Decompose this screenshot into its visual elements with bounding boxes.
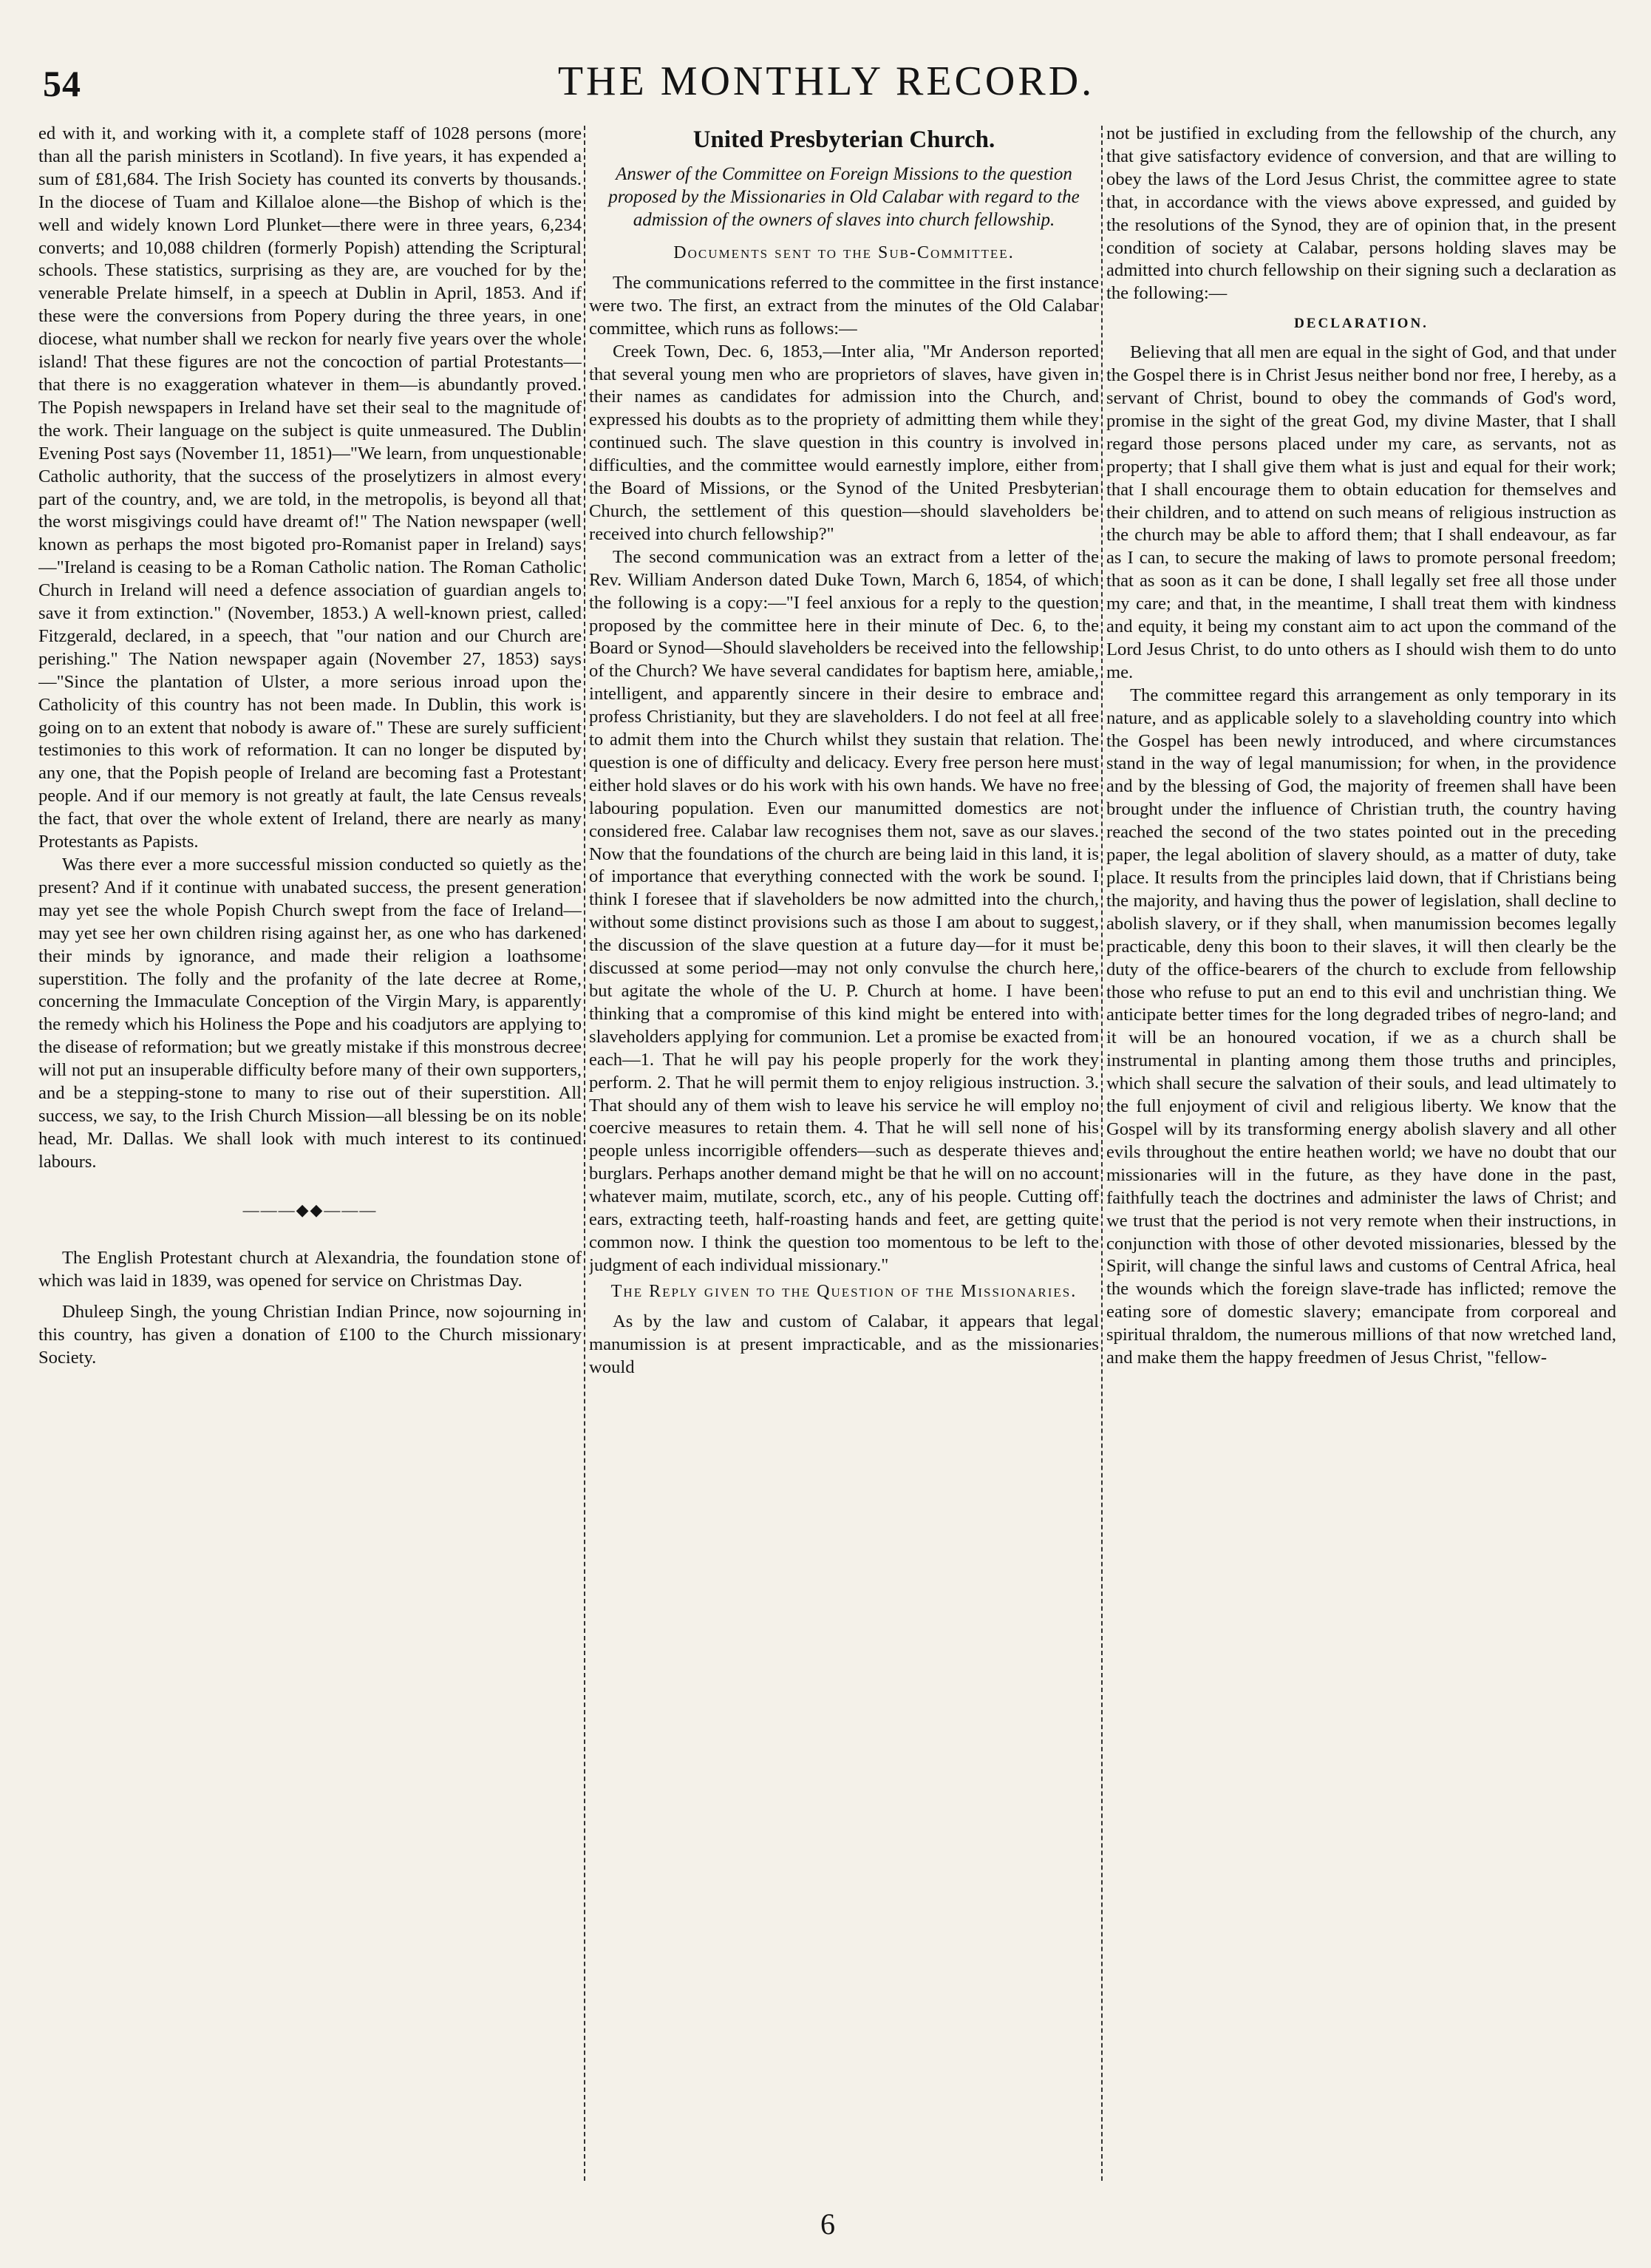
article-paragraph: As by the law and custom of Calabar, it appears that legal manumission is at present impracticable, and as the missionaries would: [589, 1311, 1099, 1377]
article-paragraph: ed with it, and working with it, a complete staff of 1028 persons (more than all the parish ministers in Scotland). In five years, it has expended a sum of £81,684. The Irish Society has counted its converts by thousands. In the diocese of Tuam and Killaloe alone—the Bishop of which is the well and widely known Lord Plunket—there were in three years, 6,234 converts; and 10,088 children (formerly Popish) attending the Scriptural schools. These statistics, surprising as they are, are vouched for by the venerable Prelate himself, in a speech at Dublin in April, 1853. And if these were the conversions from Popery during the three years, in one diocese, what number shall we reckon for nearly five years over the whole island! That these figures are not the concoction of partial Protestants—that there is no exaggeration whatever in them—is abundantly proved. The Popish newspapers in Ireland have set their seal to the magnitude of the work. Their language on the subject is quite unmeasured. The Dublin Evening Post says (November 11, 1851)—"We learn, from unquestionable Catholic authority, that the success of the proselytizers in almost every part of the country, and, we are told, in the metropolis, is beyond all that the worst misgivings could have dreamt of!" The Nation newspaper (well known as perhaps the most bigoted pro-Romanist paper in Ireland) says—"Ireland is ceasing to be a Roman Catholic nation. The Roman Catholic Church in Ireland will need a defence association of guardian angels to save it from extinction." (November, 1853.) A well-known priest, called Fitzgerald, declared, in a speech, that "our nation and our Church are perishing." The Nation newspaper again (November 27, 1853) says—"Since the plantation of Ulster, a more serious inroad upon the Catholicity of this country has not been made. In Dublin, this work is going on to an extent that nobody is aware of." These are surely sufficient testimonies to this work of reformation. It can no longer be disputed by any one, that the Popish people of Ireland are becoming fast a Protestant people. And if our memory is not greatly at fault, the late Census reveals the fact, that over the whole extent of Ireland, there are nearly as many Protestants as Papists.: [38, 123, 582, 852]
declaration-heading: DECLARATION.: [1294, 316, 1429, 332]
news-item: Dhuleep Singh, the young Christian Indian Prince, now sojourning in this country, has given a donation of £100 to the Church missionary Society.: [38, 1302, 582, 1368]
page-number: 54: [43, 63, 81, 104]
running-title: THE MONTHLY RECORD.: [557, 58, 1095, 104]
column-right: [1106, 123, 1616, 2204]
page-header: [43, 58, 1610, 117]
column-divider: [1101, 126, 1103, 2181]
section-ornament: ———◆◆———: [242, 1200, 378, 1219]
subheading: The Reply given to the Question of the Missionaries.: [610, 1281, 1078, 1301]
article-paragraph: not be justified in excluding from the fellowship of the church, any that give satisfactory evidence of conversion, and that are willing to obey the laws of the Lord Jesus Christ, the committee agree to state that, in accordance with the views above expressed, and guided by the resolutions of the Synod, they are of opinion that, in the present condition of society at Calabar, persons holding slaves may be admitted into church fellowship on their signing such a declaration as the following:—: [1106, 123, 1616, 304]
article-paragraph: Creek Town, Dec. 6, 1853,—Inter alia, "Mr Anderson reported that several young men who are proprietors of slaves, have given in their names as candidates for admission into the Church, and expressed his doubts as to the propriety of admitting them while they continued such. The slave question in this country is involved in difficulties, and the committee would earnestly implore, either from the Board of Missions, or the Synod of the United Presbyterian Church, the settlement of this question—should slaveholders be received into church fellowship?": [589, 341, 1099, 544]
news-item: The English Protestant church at Alexandria, the foundation stone of which was laid in 1839, was opened for service on Christmas Day.: [38, 1247, 582, 1291]
section-subtitle: Answer of the Committee on Foreign Missions to the question proposed by the Missionaries in Old Calabar with regard to the admission of the owners of slaves into church fellowship.: [608, 164, 1080, 230]
declaration-text: Believing that all men are equal in the sight of God, and that under the Gospel there is in Christ Jesus neither bond nor free, I hereby, as a servant of Christ, bound to obey the commands of God's word, promise in the sight of the great God, my divine Master, that I shall regard those persons placed under my care, as servants, not as property; that I shall give them what is just and equal for their work; that I shall encourage them to obtain education for themselves and their children, and to attend on such means of religious instruction as the church may be able to afford them; that I shall endeavour, as far as I can, to secure the making of laws to promote personal freedom; that as soon as it can be done, I shall legally set free all those under my care; and that, in the meantime, I shall treat them with kindness and equity, it being my constant aim to act upon the command of the Lord Jesus Christ, to do unto others as I should wish them to do unto me.: [1106, 342, 1616, 682]
subheading: Documents sent to the Sub-Committee.: [673, 243, 1015, 262]
article-paragraph: Was there ever a more successful mission conducted so quietly as the present? And if it continue with unabated success, the present generation may yet see the whole Popish Church swept from the face of Ireland—may yet see her own children rising against her, as one who has darkened their minds by ignorance, and made their religion a loathsome superstition. The folly and the profanity of the late decree at Rome, concerning the Immaculate Conception of the Virgin Mary, is apparently the remedy which his Holiness the Pope and his coadjutors are applying to the disease of reformation; but we greatly mistake if this monstrous decree will not put an insuperable difficulty before many of their own supporters, and be a stepping-stone to many to rise out of their superstition. All success, we say, to the Irish Church Mission—all blessing be on its noble head, Mr. Dallas. We shall look with much interest to its continued labours.: [38, 855, 582, 1172]
article-paragraph: The second communication was an extract from a letter of the Rev. William Anderson dated Duke Town, March 6, 1854, of which the following is a copy:—"I feel anxious for a reply to the question proposed by the committee here in their minute of Dec. 6, to the Board or Synod—Should slaveholders be received into the fellowship of the Church? We have several candidates for baptism here, amiable, intelligent, and apparently sincere in their desire to embrace and profess Christianity, but they are slaveholders. I do not feel at all free to admit them into the Church whilst they sustain that relation. The question is one of difficulty and delicacy. Every free person here must either hold slaves or do his work with his own hands. We have no free labouring population. Even our manumitted domestics are not considered free. Calabar law recognises them not, save as our slaves. Now that the foundations of the church are being laid in this land, it is of importance that everything connected with the work be sound. I think I foresee that if slaveholders be now admitted into the church, without some distinct provisions such as those I am about to suggest, the discussion of the slave question at a future day—for it must be discussed at some period—may not only convulse the church here, but agitate the whole of the U. P. Church at home. I have been thinking that a compromise of this kind might be entered into with slaveholders applying for communion. Let a promise be exacted from each—1. That he will pay his people properly for the work they perform. 2. That he will permit them to enjoy religious instruction. 3. That should any of them wish to leave his service he will employ no coercive measures to retain them. 4. That he will sell none of his people unless incorrigible offenders—such as desperate thieves and burglars. Perhaps another demand might be that he will on no account whatever maim, mutilate, scorch, etc., any of his people. Cutting off ears, extracting teeth, half-roasting hands and feet, are getting quite common now. I think the question too momentous to be left to the judgment of each individual missionary.": [589, 546, 1099, 1275]
article-paragraph: The committee regard this arrangement as only temporary in its nature, and as applicable solely to a slaveholding country into which the Gospel has been newly introduced, and where circumstances stand in the way of legal manumission; for when, in the providence and by the blessing of God, the majority of freemen shall have been brought under the influence of Christian truth, the country having reached the second of the two states pointed out in the preceding paper, the legal abolition of slavery should, as a matter of duty, take place. It results from the principles laid down, that if Christians being the majority, and having thus the power of legislation, shall decline to abolish slavery, or if they shall, when manumission becomes legally practicable, deny this boon to their slaves, it will then clearly be the duty of the office-bearers of the church to exclude from fellowship those who refuse to put an end to this evil and unchristian thing. We anticipate better times for the long degraded tribes of negro-land; and it will be an honoured vocation, if we as a church shall be instrumental in planting among them those truths and principles, which shall secure the salvation of their souls, and lead ultimately to the full enjoyment of civil and religious liberty. We know that the Gospel will by its transforming energy abolish slavery and all other evils throughout the entire heathen world; we have no doubt that our missionaries will in the future, as they have done in the past, faithfully teach the doctrines and administer the laws of Christ; and we trust that the period is not very remote when their instructions, in conjunction with those of other devoted missionaries, blessed by the Spirit, will change the sinful laws and customs of Central Africa, heal the wounds which the foreign slave-trade has inflicted; remove the eating sore of domestic slavery; emancipate from corporeal and spiritual thraldom, the numerous millions of that now wretched land, and make them the happy freedmen of Jesus Christ, "fellow-: [1106, 685, 1616, 1368]
column-left: [38, 123, 582, 2204]
column-middle: [589, 123, 1099, 2204]
column-divider: [584, 126, 585, 2181]
article-paragraph: The communications referred to the committee in the first instance were two. The first, an extract from the minutes of the Old Calabar committee, which runs as follows:—: [589, 272, 1099, 339]
signature-mark: 6: [820, 2207, 835, 2241]
section-title: United Presbyterian Church.: [692, 126, 995, 153]
